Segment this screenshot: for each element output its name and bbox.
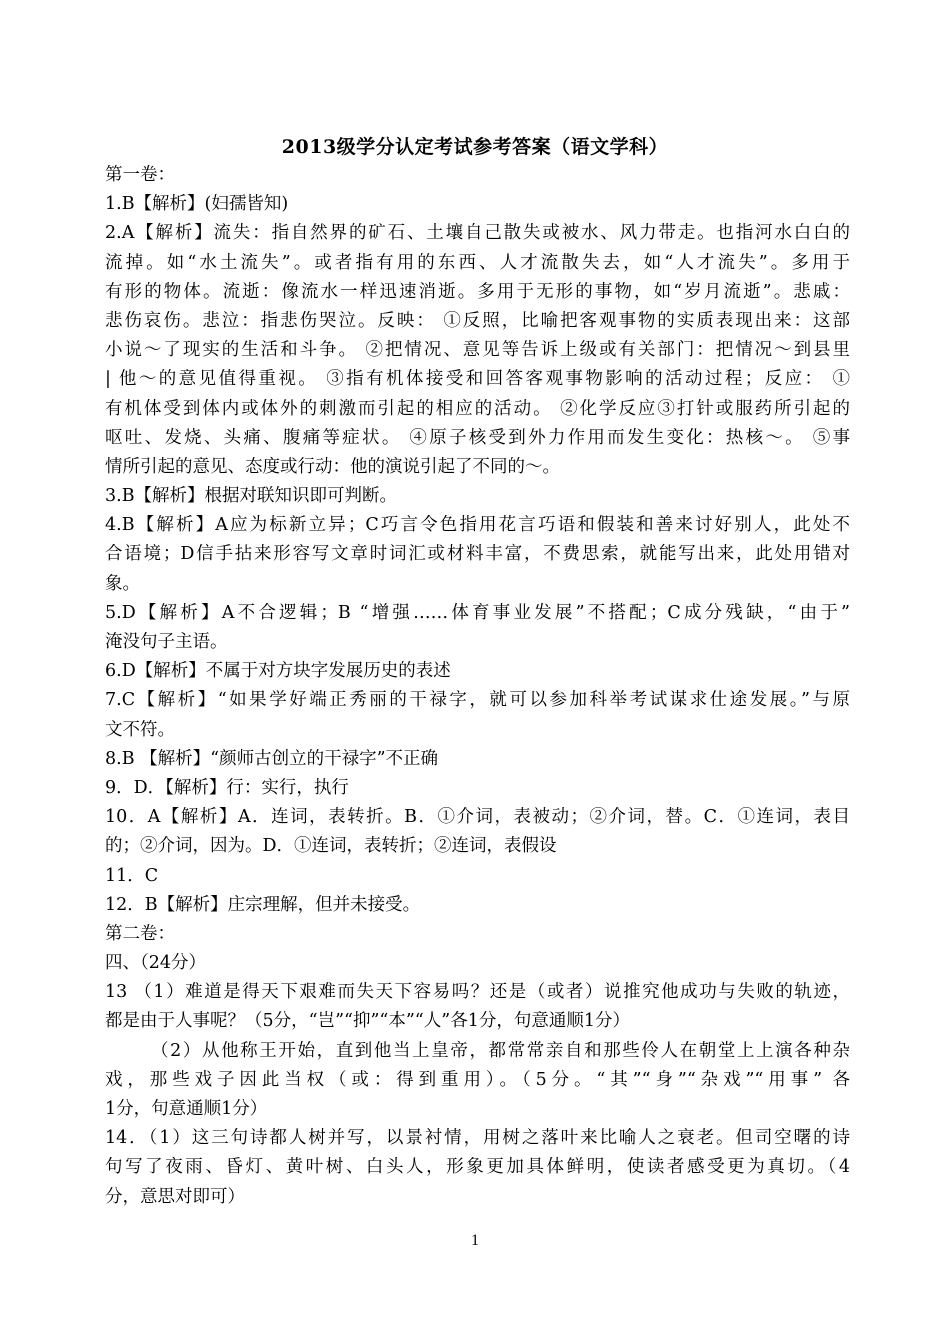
text-line: 分，意思对即可）: [105, 1186, 245, 1207]
text-line: 流掉。如“水土流失”。或者指有用的东西、人才流散失去，如“人才流失”。多用于: [105, 252, 850, 273]
text-line: 13 （1）难道是得天下艰难而失天下容易吗？还是（或者）说推究他成功与失败的轨迹，: [105, 982, 850, 1003]
text-line: 1.B【解析】(妇孺皆知): [105, 194, 289, 215]
text-line: 小说～了现实的生活和斗争。 ②把情况、意见等告诉上级或有关部门：把情况～到县里: [105, 340, 850, 361]
text-line: 有形的物体。流逝：像流水一样迅速消逝。多用于无形的事物，如“岁月流逝”。悲戚：: [105, 281, 850, 302]
text-line: 1分，句意通顺1分）: [105, 1099, 268, 1119]
text-line: 第二卷：: [105, 923, 175, 944]
answer-body: [105, 161, 850, 1212]
text-line: 四、（24分）: [105, 953, 207, 974]
text-line: 12．B【解析】庄宗理解，但并未接受。: [105, 894, 421, 915]
text-line: 第一卷：: [105, 165, 175, 185]
text-line: | 他～的意见值得重视。 ③指有机体接受和回答客观事物影响的活动过程；反应： ①: [105, 369, 850, 390]
text-line: 都是由于人事呢？（5分，“岂”“抑”“本”“人”各1分，句意通顺1分）: [105, 1011, 630, 1032]
text-line: 4.B【解析】A应为标新立异；C巧言令色指用花言巧语和假装和善来讨好别人，此处不: [105, 515, 850, 536]
text-line: 合语境；D信手拈来形容写文章时词汇或材料丰富，不费思索，就能写出来，此处用错对: [105, 544, 850, 565]
text-line: 11．C: [105, 865, 159, 886]
text-line: 淹没句子主语。: [105, 632, 228, 652]
text-line: 的；②介词，因为。D．①连词，表转折；②连词，表假设: [105, 836, 557, 857]
text-line: 呕吐、发烧、头痛、腹痛等症状。 ④原子核受到外力作用而发生变化：热核～。 ⑤事: [105, 427, 850, 448]
text-line: 悲伤哀伤。悲泣：指悲伤哭泣。反映： ①反照，比喻把客观事物的实质表现出来：这部: [105, 310, 850, 331]
text-line: 9．D．【解析】行：实行，执行: [105, 777, 349, 798]
text-line: 情所引起的意见、态度或行动：他的演说引起了不同的～。: [105, 456, 560, 477]
text-line: 有机体受到体内或体外的刺激而引起的相应的活动。 ②化学反应③打针或服药所引起的: [105, 398, 850, 419]
text-line: 句写了夜雨、昏灯、黄叶树、白头人，形象更加具体鲜明，使读者感受更为真切。（4: [105, 1157, 850, 1178]
text-line: 戏，那些戏子因此当权（或：得到重用）。（5分。“其”“身”“杂戏”“用事” 各: [105, 1069, 850, 1090]
text-line: 文不符。: [105, 719, 175, 740]
text-line: 14．（1）这三句诗都人树并写，以景衬情，用树之落叶来比喻人之衰老。但司空曙的诗: [105, 1128, 850, 1149]
text-line: 象。: [105, 573, 140, 594]
text-line: 7.C【解析】“如果学好端正秀丽的干禄字，就可以参加科举考试谋求仕途发展。”与原: [105, 690, 850, 711]
text-line: （2）从他称王开始，直到他当上皇帝，都常常亲自和那些伶人在朝堂上上演各种杂: [151, 1040, 850, 1061]
text-line: 8.B 【解析】“颜师古创立的干禄字”不正确: [105, 748, 439, 769]
text-line: 2.A【解析】流失：指自然界的矿石、土壤自己散失或被水、风力带走。也指河水白白的: [105, 223, 850, 244]
text-line: 5.D【解析】A不合逻辑；B “增强……体育事业发展”不搭配；C成分残缺，“由于”: [105, 602, 850, 623]
text-line: 10．A【解析】A．连词，表转折。B．①介词，表被动；②介词，替。C．①连词，表目: [105, 807, 850, 828]
page-number: 1: [471, 1232, 479, 1249]
text-line: 3.B【解析】根据对联知识即可判断。: [105, 486, 398, 507]
document-title: 2013级学分认定考试参考答案（语文学科）: [281, 136, 669, 158]
text-line: 6.D【解析】不属于对方块字发展历史的表述: [105, 661, 451, 682]
